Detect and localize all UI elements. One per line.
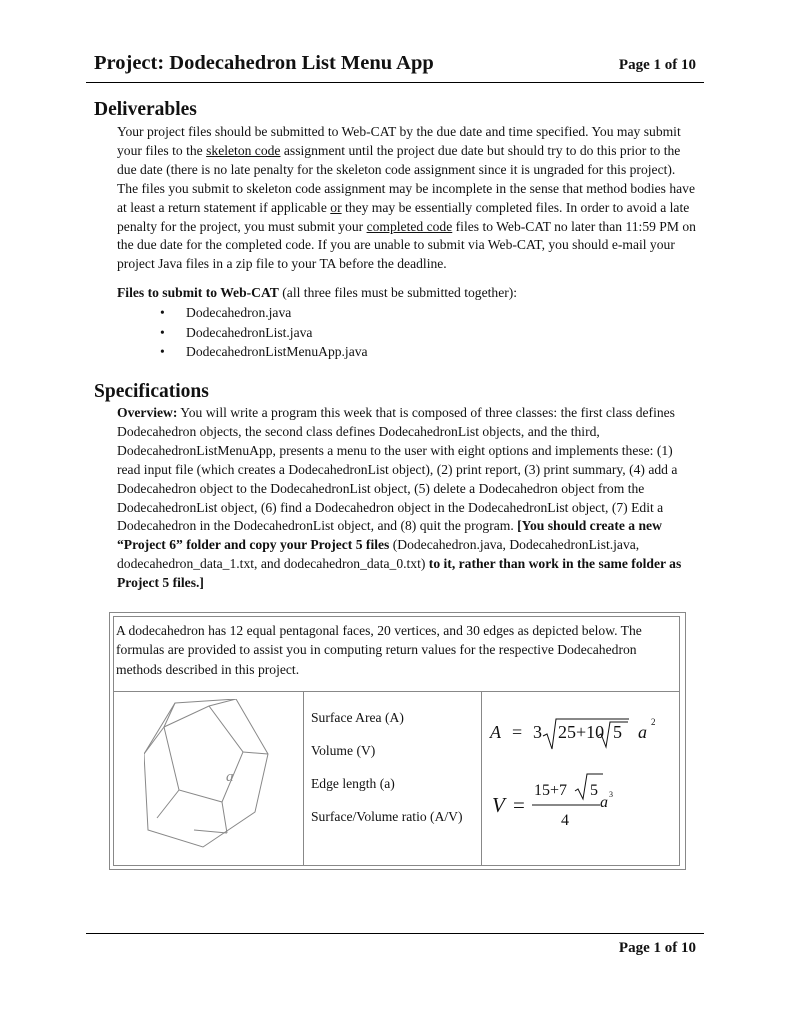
dodecahedron-figure [144, 699, 274, 854]
surface-area-formula [486, 711, 676, 753]
measure-surface-area: Surface Area (A) [311, 710, 404, 725]
document-title: Project: Dodecahedron List Menu App [94, 52, 434, 74]
svg-text:3: 3 [609, 790, 613, 799]
svg-text:25+10: 25+10 [558, 722, 605, 742]
svg-text:4: 4 [561, 812, 569, 827]
footer-page-number: Page 1 of 10 [618, 940, 696, 956]
or-emphasis: or [330, 199, 342, 215]
volume-formula [486, 767, 676, 827]
svg-text:3: 3 [533, 722, 542, 742]
svg-text:15+7: 15+7 [534, 782, 568, 799]
completed-code-link[interactable]: completed code [366, 218, 453, 234]
svg-text:=: = [513, 793, 525, 817]
svg-text:A: A [490, 722, 501, 742]
svg-text:a: a [600, 794, 608, 811]
overview-paragraph: Overview: You will write a program this week that is composed of three classes: the first class defines Dodecahedron objects, the second class defines DodecahedronList objects, and the third, DodecahedronListMenuApp, presents a menu to the user with eight options and implements these: (1) read input file (which creates a DodecahedronList object), (2) print report, (3) print summary, (4) add a Dodecahedron object to the DodecahedronList object, (5) delete a Dodecahedron object from the DodecahedronList object, (6) find a Dodecahedron object in the DodecahedronList object, (7) Edit a Dodecahedron in the DodecahedronList object, and (8) quit the program. [You should create a new “Project 6” folder and copy your Project 5 files (Dodecahedron.java, DodecahedronList.java, dodecahedron_data_1.txt, and dodecahedron_data_0.txt) to it, rather than work in the same folder as Project 5 files.] [117, 405, 682, 591]
file-item-dodecahedron: • Dodecahedron.java [160, 303, 368, 323]
deliverables-heading: Deliverables [94, 99, 197, 120]
dodecahedron-description: A dodecahedron has 12 equal pentagonal faces, 20 vertices, and 30 edges as depicted below. The formulas are provided to assist you in computing return values for the respective Dodecahedron methods described in this project. [116, 623, 642, 677]
svg-text:2: 2 [651, 717, 656, 727]
skeleton-code-link[interactable]: skeleton code [206, 142, 281, 158]
header-page-number: Page 1 of 10 [618, 57, 696, 73]
svg-text:5: 5 [590, 782, 598, 799]
files-to-submit-label: Files to submit to Web-CAT (all three files must be submitted together): [117, 285, 518, 300]
footer-rule [86, 933, 704, 934]
deliverables-paragraph: Your project files should be submitted to Web-CAT by the due date and time specified. You may submit your files to the skeleton code assignment until the project due date but should try to do this prior to the due date (there is no late penalty for the skeleton code assignment since it is ungraded for this project). The files you submit to skeleton code assignment may be incomplete in the sense that method bodies have at least a return statement if applicable or they may be essentially completed files. In order to avoid a late penalty for the project, you must submit your completed code files to Web-CAT no later than 11:59 PM on the due date for the completed code. If you are unable to submit via Web-CAT, you should e-mail your project Java files in a zip file to your TA before the deadline. [117, 124, 696, 272]
svg-text:a: a [638, 722, 647, 742]
info-box [113, 616, 680, 866]
measure-volume: Volume (V) [311, 743, 376, 758]
measure-edge-length: Edge length (a) [311, 776, 395, 791]
files-list [160, 303, 368, 362]
specifications-heading: Specifications [94, 381, 209, 402]
svg-text:5: 5 [613, 722, 622, 742]
svg-text:=: = [512, 722, 523, 742]
measure-surface-volume-ratio: Surface/Volume ratio (A/V) [311, 809, 463, 824]
edge-label: a [226, 769, 234, 785]
file-item-dodecahedron-list: • DodecahedronList.java [160, 323, 368, 343]
page-header [86, 52, 704, 83]
file-item-dodecahedron-list-menu-app: • DodecahedronListMenuApp.java [160, 342, 368, 362]
svg-text:V: V [492, 793, 505, 817]
